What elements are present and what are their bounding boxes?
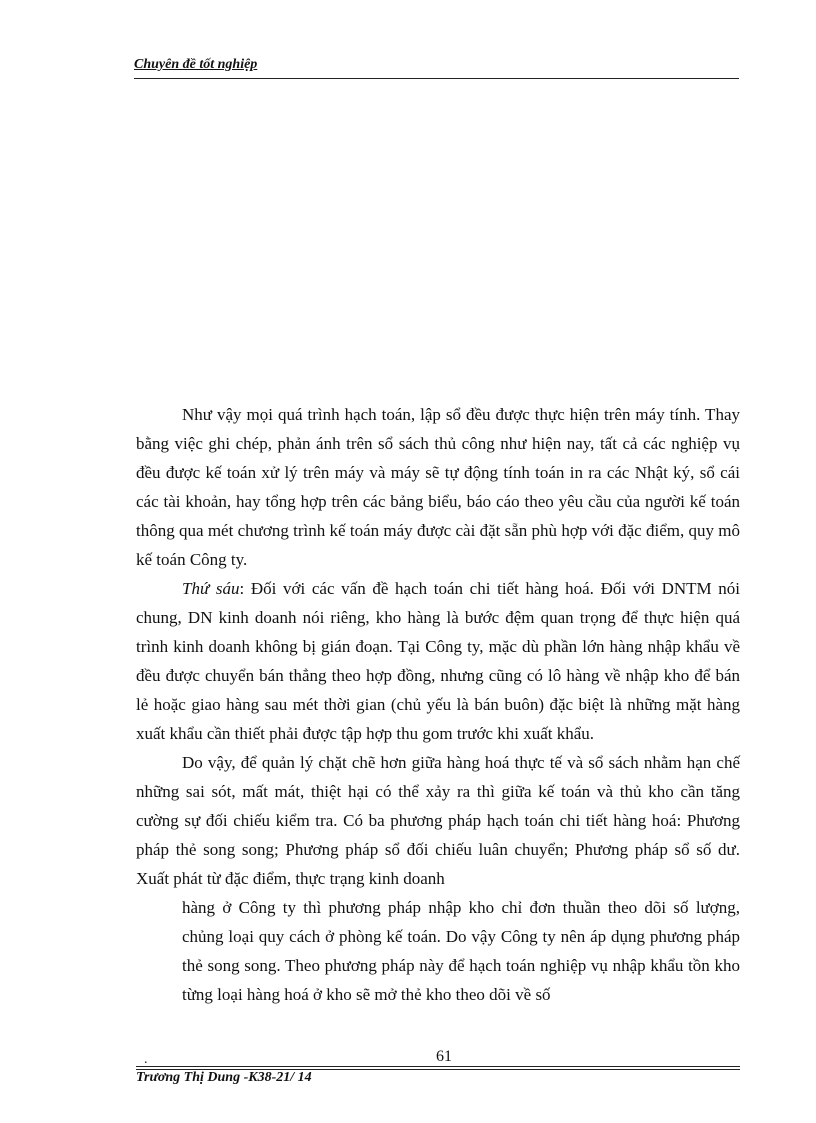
paragraph-3: Do vậy, để quản lý chặt chẽ hơn giữa hàng hoá thực tế và sổ sách nhằm hạn chế những sai sót, mất mát, thiệt hại có thể xảy ra thì giữa kế toán và thủ kho cần tăng cường sự đối chiếu kiểm tra. Có ba phương pháp hạch toán chi tiết hàng hoá: Phương pháp thẻ song song; Phương pháp sổ đối chiếu luân chuyển; Phương pháp sổ số dư. Xuất phát từ đặc điểm, thực trạng kinh doanh [136, 753, 740, 888]
paragraph-2-text: : Đối với các vấn đề hạch toán chi tiết hàng hoá. Đối với DNTM nói chung, DN kinh doanh nói riêng, kho hàng là bước đệm quan trọng để thực hiện quá trình kinh doanh không bị gián đoạn. Tại Công ty, mặc dù phần lớn hàng nhập khẩu về đều được chuyển bán thẳng theo hợp đồng, nhưng cũng có lô hàng về nhập kho để bán lẻ hoặc giao hàng sau mét thời gian (chủ yếu là bán buôn) đặc biệt là những mặt hàng xuất khẩu cần thiết phải được tập hợp thu gom trước khi xuất khẩu. [136, 579, 741, 743]
footer-rule-top [136, 1066, 740, 1067]
page-header [134, 54, 739, 80]
header-title: Chuyên đề tốt nghiệp [134, 57, 258, 72]
page-number: 61 [436, 1048, 452, 1065]
paragraph-1: Như vậy mọi quá trình hạch toán, lập sổ đều được thực hiện trên máy tính. Thay bằng việc ghi chép, phản ánh trên sổ sách thủ công như hiện nay, tất cả các nghiệp vụ đều được kế toán xử lý trên máy và máy sẽ tự động tính toán in ra các Nhật ký, sổ cái các tài khoản, hay tổng hợp trên các bảng biểu, báo cáo theo yêu cầu của người kế toán thông qua mét chương trình kế toán máy được cài đặt sẵn phù hợp với đặc điểm, quy mô kế toán Công ty. [136, 405, 740, 569]
document-body [136, 400, 740, 1009]
page-footer [136, 1050, 740, 1110]
paragraph-4: hàng ở Công ty thì phương pháp nhập kho chỉ đơn thuần theo dõi số lượng, chủng loại quy cách ở phòng kế toán. Do vậy Công ty nên áp dụng phương pháp thẻ song song. Theo phương pháp này để hạch toán nghiệp vụ nhập khẩu tồn kho từng loại hàng hoá ở kho sẽ mở thẻ kho theo dõi về số [182, 898, 740, 1004]
paragraph-2-lead: Thứ sáu [182, 579, 240, 598]
header-rule [134, 78, 739, 79]
footer-author: Trương Thị Dung -K38-21/ 14 [136, 1070, 312, 1085]
paragraph-2 [136, 574, 740, 748]
footer-dot: . [144, 1052, 148, 1067]
